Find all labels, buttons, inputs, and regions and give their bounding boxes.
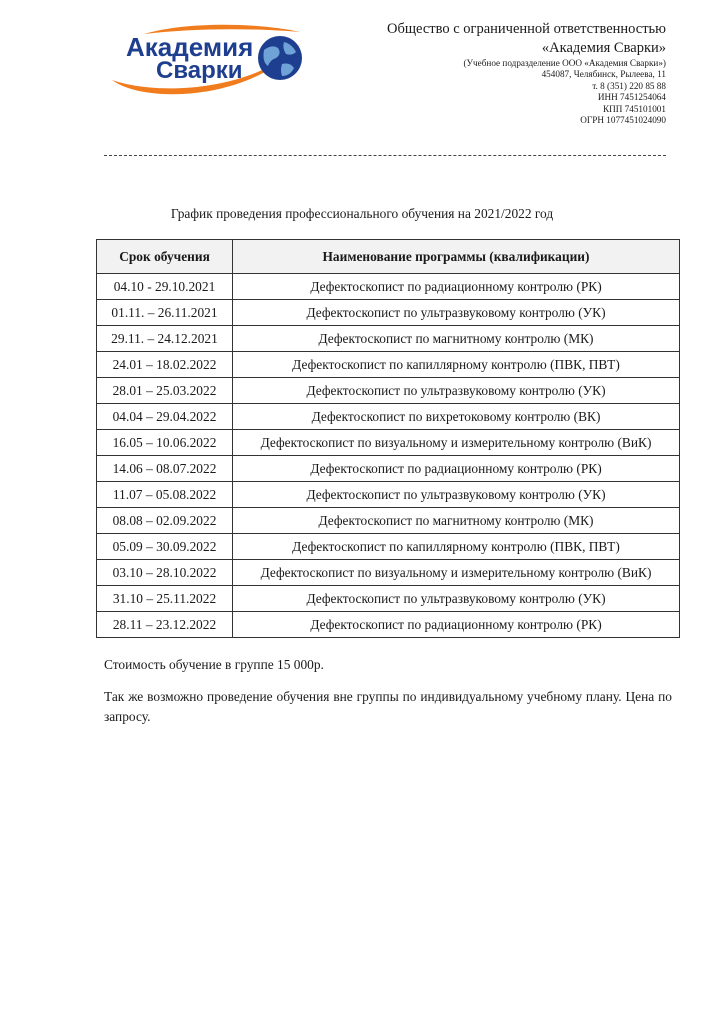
program-cell: Дефектоскопист по капиллярному контролю (ПВК, ПВТ) — [233, 534, 680, 560]
company-header — [387, 20, 666, 126]
period-cell: 03.10 – 28.10.2022 — [97, 560, 233, 586]
program-cell: Дефектоскопист по капиллярному контролю (ПВК, ПВТ) — [233, 352, 680, 378]
period-cell: 04.10 - 29.10.2021 — [97, 274, 233, 300]
table-row — [97, 326, 680, 352]
table-row — [97, 378, 680, 404]
program-cell: Дефектоскопист по вихретоковому контролю (ВК) — [233, 404, 680, 430]
company-subdivision: (Учебное подразделение ООО «Академия Сварки») — [463, 58, 666, 68]
program-cell: Дефектоскопист по визуальному и измерительному контролю (ВиК) — [233, 560, 680, 586]
period-cell: 16.05 – 10.06.2022 — [97, 430, 233, 456]
table-row — [97, 404, 680, 430]
table-row — [97, 274, 680, 300]
logo-text-line2: Сварки — [156, 57, 243, 84]
logo-text-line1: Академия — [126, 32, 254, 62]
individual-plan-note: Так же возможно проведение обучения вне группы по индивидуальному учебному плану. Цена по запросу. — [104, 689, 672, 724]
period-cell: 11.07 – 05.08.2022 — [97, 482, 233, 508]
period-cell: 04.04 – 29.04.2022 — [97, 404, 233, 430]
period-cell: 24.01 – 18.02.2022 — [97, 352, 233, 378]
company-phone: т. 8 (351) 220 85 88 — [592, 80, 666, 91]
program-cell: Дефектоскопист по радиационному контролю (РК) — [233, 456, 680, 482]
period-cell: 28.01 – 25.03.2022 — [97, 378, 233, 404]
academy-logo — [104, 18, 314, 106]
period-cell: 01.11. – 26.11.2021 — [97, 300, 233, 326]
program-cell: Дефектоскопист по магнитному контролю (МК) — [233, 326, 680, 352]
period-cell: 14.06 – 08.07.2022 — [97, 456, 233, 482]
cost-note: Стоимость обучение в группе 15 000р. — [104, 657, 324, 672]
table-row — [97, 534, 680, 560]
company-inn: ИНН 7451254064 — [597, 92, 666, 103]
header-program: Наименование программы (квалификации) — [233, 240, 680, 274]
program-cell: Дефектоскопист по радиационному контролю (РК) — [233, 274, 680, 300]
program-cell: Дефектоскопист по магнитному контролю (МК) — [233, 508, 680, 534]
table-row — [97, 612, 680, 638]
table-row — [97, 456, 680, 482]
period-cell: 28.11 – 23.12.2022 — [97, 612, 233, 638]
period-cell: 31.10 – 25.11.2022 — [97, 586, 233, 612]
schedule-table — [96, 239, 680, 638]
program-cell: Дефектоскопист по радиационному контролю (РК) — [233, 612, 680, 638]
table-row — [97, 482, 680, 508]
table-header-row — [97, 240, 680, 274]
header-divider — [104, 155, 666, 156]
program-cell: Дефектоскопист по ультразвуковому контролю (УК) — [233, 378, 680, 404]
table-row — [97, 352, 680, 378]
program-cell: Дефектоскопист по визуальному и измерительному контролю (ВиК) — [233, 430, 680, 456]
table-row — [97, 586, 680, 612]
company-kpp: КПП 745101001 — [602, 103, 666, 114]
program-cell: Дефектоскопист по ультразвуковому контролю (УК) — [233, 482, 680, 508]
schedule-title: График проведения профессионального обучения на 2021/2022 год — [170, 206, 554, 221]
table-row — [97, 300, 680, 326]
company-name-line2: «Академия Сварки» — [541, 40, 666, 56]
globe-icon — [258, 36, 302, 80]
table-row — [97, 430, 680, 456]
company-address: 454087, Челябинск, Рылеева, 11 — [541, 69, 666, 80]
program-cell: Дефектоскопист по ультразвуковому контролю (УК) — [233, 586, 680, 612]
table-row — [97, 508, 680, 534]
header-period: Срок обучения — [97, 240, 233, 274]
table-row — [97, 560, 680, 586]
period-cell: 05.09 – 30.09.2022 — [97, 534, 233, 560]
company-ogrn: ОГРН 1077451024090 — [580, 115, 666, 126]
period-cell: 29.11. – 24.12.2021 — [97, 326, 233, 352]
company-name-line1: Общество с ограниченной ответственностью — [387, 21, 666, 37]
program-cell: Дефектоскопист по ультразвуковому контролю (УК) — [233, 300, 680, 326]
period-cell: 08.08 – 02.09.2022 — [97, 508, 233, 534]
